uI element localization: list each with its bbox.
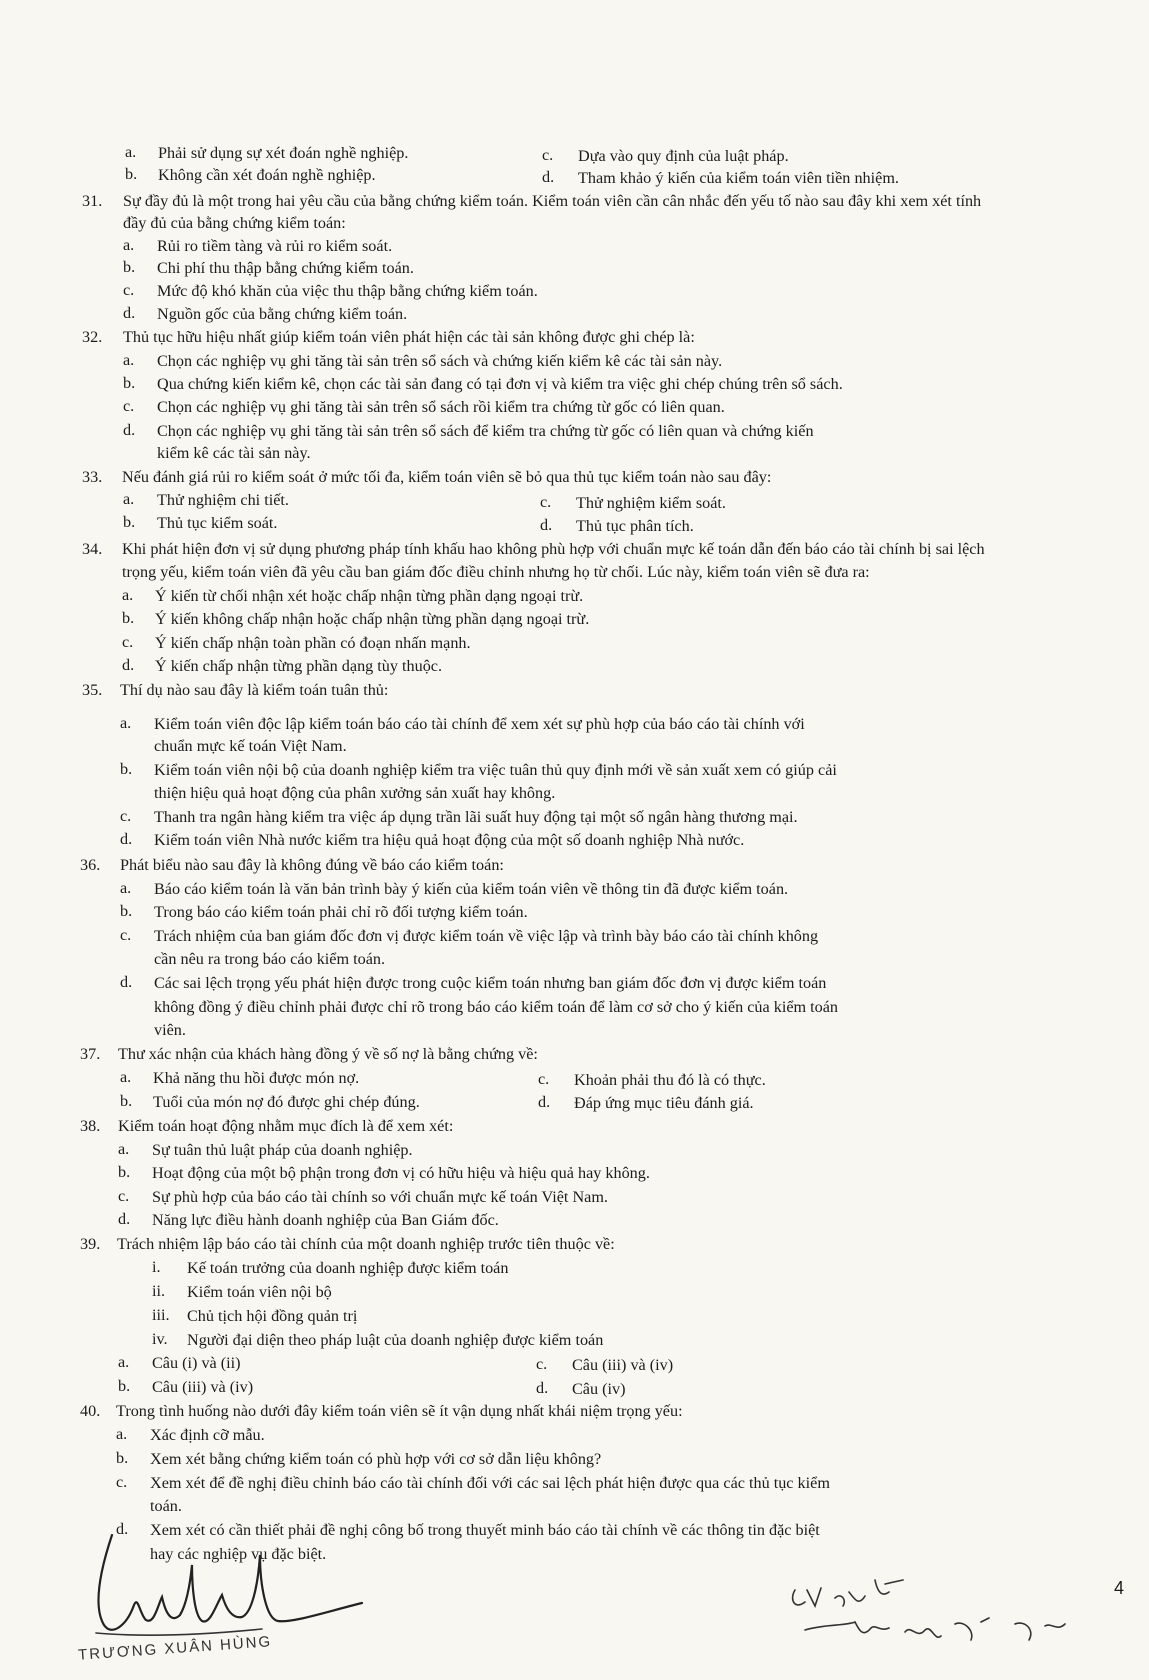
- option-marker: b.: [125, 165, 138, 183]
- option-text: hay các nghiệp vụ đặc biệt.: [150, 1545, 327, 1563]
- option-text: Qua chứng kiến kiểm kê, chọn các tài sản đang có tại đơn vị và kiểm tra việc ghi chép chúng trên sổ sách.: [157, 375, 843, 393]
- question-text: Phát biểu nào sau đây là không đúng về báo cáo kiểm toán:: [120, 856, 504, 874]
- option-marker: b.: [120, 902, 133, 920]
- option-marker: d.: [123, 421, 136, 439]
- question-number: 35.: [82, 681, 103, 699]
- option-marker: c.: [123, 281, 135, 299]
- option-text: Sự tuân thủ luật pháp của doanh nghiệp.: [152, 1141, 413, 1159]
- option-text: Kiểm toán viên nội bộ: [187, 1283, 332, 1301]
- option-text: Báo cáo kiểm toán là văn bản trình bày ý kiến của kiểm toán viên về thông tin đã được kiểm toán.: [154, 880, 789, 898]
- question-number: 38.: [80, 1117, 101, 1135]
- question-number: 40.: [80, 1402, 101, 1420]
- option-marker: a.: [123, 351, 135, 369]
- option-marker: b.: [120, 1092, 133, 1110]
- option-marker: i.: [152, 1258, 161, 1276]
- question-text: Khi phát hiện đơn vị sử dụng phương pháp tính khấu hao không phù hợp với chuẩn mực kế toán dẫn đến báo cáo tài chính bị sai lệch: [122, 540, 985, 558]
- option-marker: a.: [123, 490, 135, 508]
- page-number: 4: [1114, 1578, 1125, 1598]
- option-marker: b.: [123, 374, 136, 392]
- question-text: Sự đầy đủ là một trong hai yêu cầu của bằng chứng kiểm toán. Kiểm toán viên cần cân nhắc đến yếu tố nào sau đây khi xem xét tính: [123, 192, 982, 210]
- option-text: Thanh tra ngân hàng kiểm tra việc áp dụng trần lãi suất huy động tại một số ngân hàng thương mại.: [154, 808, 798, 826]
- option-marker: c.: [120, 926, 132, 944]
- option-text: Câu (iii) và (iv): [152, 1378, 254, 1396]
- option-text: Kiểm toán viên Nhà nước kiểm tra hiệu quả hoạt động của một số doanh nghiệp Nhà nước.: [154, 831, 745, 849]
- option-text: Chọn các nghiệp vụ ghi tăng tài sản trên sổ sách và chứng kiến kiểm kê các tài sản này.: [157, 352, 723, 370]
- option-text: Đáp ứng mục tiêu đánh giá.: [574, 1094, 754, 1112]
- option-marker: a.: [120, 714, 132, 732]
- question-number: 39.: [80, 1235, 101, 1253]
- option-text: Trách nhiệm của ban giám đốc đơn vị được kiểm toán về việc lập và trình bày báo cáo tài chính không: [154, 927, 819, 945]
- option-text: toán.: [150, 1497, 182, 1515]
- option-marker: c.: [122, 633, 134, 651]
- option-marker: c.: [536, 1355, 548, 1373]
- option-marker: iii.: [152, 1306, 170, 1324]
- option-text: Năng lực điều hành doanh nghiệp của Ban Giám đốc.: [152, 1211, 499, 1229]
- option-marker: b.: [122, 609, 135, 627]
- option-marker: a.: [120, 879, 132, 897]
- option-marker: c.: [538, 1070, 550, 1088]
- option-marker: d.: [538, 1093, 551, 1111]
- option-marker: ii.: [152, 1282, 166, 1300]
- option-marker: d.: [120, 830, 133, 848]
- option-text: Phải sử dụng sự xét đoán nghề nghiệp.: [158, 144, 409, 162]
- option-text: Thử nghiệm kiểm soát.: [576, 494, 726, 512]
- question-text: Thí dụ nào sau đây là kiểm toán tuân thủ:: [120, 681, 389, 699]
- question-text: Kiểm toán hoạt động nhằm mục đích là để xem xét:: [118, 1117, 454, 1135]
- option-marker: a.: [118, 1353, 130, 1371]
- question-text: trọng yếu, kiểm toán viên đã yêu cầu ban giám đốc điều chỉnh nhưng họ từ chối. Lúc này, kiểm toán viên sẽ đưa ra:: [122, 563, 870, 581]
- option-text: Kiểm toán viên nội bộ của doanh nghiệp kiểm tra việc tuân thủ quy định mới về sản xuất xem có giúp cải: [154, 761, 837, 779]
- option-text: Khoản phải thu đó là có thực.: [574, 1071, 766, 1089]
- option-text: Khả năng thu hồi được món nợ.: [153, 1069, 360, 1087]
- option-marker: a.: [125, 143, 137, 161]
- question-number: 33.: [82, 468, 103, 486]
- option-text: Xem xét có cần thiết phải đề nghị công bố trong thuyết minh báo cáo tài chính về các thông tin đặc biệt: [150, 1521, 820, 1539]
- option-text: không đồng ý điều chỉnh phải được chỉ rõ trong báo cáo kiểm toán để làm cơ sở cho ý kiến của kiểm toán: [154, 998, 839, 1016]
- option-marker: b.: [116, 1449, 129, 1467]
- option-text: Chi phí thu thập bằng chứng kiểm toán.: [157, 259, 414, 277]
- option-text: Câu (iii) và (iv): [572, 1356, 674, 1374]
- option-marker: a.: [122, 586, 134, 604]
- option-marker: a.: [123, 236, 135, 254]
- option-text: Ý kiến từ chối nhận xét hoặc chấp nhận từng phần dạng ngoại trừ.: [155, 587, 584, 605]
- option-text: cần nêu ra trong báo cáo kiểm toán.: [154, 950, 386, 968]
- option-text: Tham khảo ý kiến của kiểm toán viên tiền nhiệm.: [578, 169, 899, 187]
- option-text: Ý kiến chấp nhận toàn phần có đoạn nhấn mạnh.: [155, 634, 471, 652]
- option-marker: b.: [123, 513, 136, 531]
- option-text: Thử nghiệm chi tiết.: [157, 491, 289, 509]
- option-marker: c.: [116, 1473, 128, 1491]
- option-text: Chủ tịch hội đồng quản trị: [187, 1307, 358, 1325]
- option-marker: c.: [120, 807, 132, 825]
- option-marker: d.: [116, 1520, 129, 1538]
- option-marker: c.: [118, 1187, 130, 1205]
- option-text: Chọn các nghiệp vụ ghi tăng tài sản trên sổ sách rồi kiểm tra chứng từ gốc có liên quan.: [157, 398, 725, 416]
- option-text: Ý kiến chấp nhận từng phần dạng tùy thuộc.: [155, 657, 443, 675]
- option-text: Ý kiến không chấp nhận hoặc chấp nhận từng phần dạng ngoại trừ.: [155, 610, 590, 628]
- option-text: kiểm kê các tài sản này.: [157, 444, 311, 462]
- option-marker: b.: [118, 1377, 131, 1395]
- option-text: Câu (iv): [572, 1380, 626, 1398]
- question-text: Trách nhiệm lập báo cáo tài chính của một doanh nghiệp trước tiên thuộc về:: [117, 1235, 615, 1253]
- option-text: Không cần xét đoán nghề nghiệp.: [158, 166, 376, 184]
- option-marker: c.: [123, 397, 135, 415]
- signature-graphic: [82, 1525, 382, 1650]
- question-text: đầy đủ của bằng chứng kiểm toán:: [123, 214, 346, 232]
- option-marker: iv.: [152, 1330, 168, 1348]
- option-marker: d.: [123, 304, 136, 322]
- question-text: Thủ tục hữu hiệu nhất giúp kiểm toán viên phát hiện các tài sản không được ghi chép là:: [123, 328, 695, 346]
- option-marker: d.: [536, 1379, 549, 1397]
- option-text: Trong báo cáo kiểm toán phải chỉ rõ đối tượng kiểm toán.: [154, 903, 528, 921]
- option-text: Sự phù hợp của báo cáo tài chính so với chuẩn mực kế toán Việt Nam.: [152, 1188, 608, 1206]
- option-marker: d.: [542, 168, 555, 186]
- option-text: Nguồn gốc của bằng chứng kiểm toán.: [157, 305, 408, 323]
- question-text: Trong tình huống nào dưới đây kiểm toán viên sẽ ít vận dụng nhất khái niệm trọng yếu:: [116, 1402, 683, 1420]
- option-text: Xem xét để đề nghị điều chỉnh báo cáo tài chính đối với các sai lệch phát hiện được qua các thủ tục kiểm: [150, 1474, 830, 1492]
- option-marker: b.: [120, 760, 133, 778]
- question-number: 32.: [82, 328, 103, 346]
- question-text: Nếu đánh giá rủi ro kiểm soát ở mức tối đa, kiểm toán viên sẽ bỏ qua thủ tục kiểm toán nào sau đây:: [122, 468, 772, 486]
- option-marker: a.: [118, 1140, 130, 1158]
- option-marker: b.: [118, 1163, 131, 1181]
- option-text: chuẩn mực kế toán Việt Nam.: [154, 737, 347, 755]
- option-text: Thủ tục kiểm soát.: [157, 514, 278, 532]
- question-number: 31.: [82, 192, 103, 210]
- option-text: Chọn các nghiệp vụ ghi tăng tài sản trên sổ sách để kiểm tra chứng từ gốc có liên quan và chứng kiến: [157, 422, 814, 440]
- option-text: Xem xét bằng chứng kiểm toán có phù hợp với cơ sở dẫn liệu không?: [150, 1450, 602, 1468]
- option-marker: c.: [542, 146, 554, 164]
- question-text: Thư xác nhận của khách hàng đồng ý về số nợ là bằng chứng về:: [118, 1045, 538, 1063]
- option-text: Mức độ khó khăn của việc thu thập bằng chứng kiểm toán.: [157, 282, 538, 300]
- signer-name: TRƯƠNG XUÂN HÙNG: [77, 1633, 273, 1664]
- option-text: Kiểm toán viên độc lập kiểm toán báo cáo tài chính để xem xét sự phù hợp của báo cáo tài chính với: [154, 715, 805, 733]
- question-number: 36.: [80, 856, 101, 874]
- option-text: Kế toán trưởng của doanh nghiệp được kiểm toán: [187, 1259, 509, 1277]
- option-marker: a.: [116, 1425, 128, 1443]
- option-text: Các sai lệch trọng yếu phát hiện được trong cuộc kiểm toán nhưng ban giám đốc đơn vị được kiểm toán: [154, 974, 827, 992]
- option-text: viên.: [154, 1021, 186, 1039]
- option-text: thiện hiệu quả hoạt động của phân xưởng sản xuất hay không.: [154, 784, 556, 802]
- option-marker: b.: [123, 258, 136, 276]
- option-marker: d.: [120, 973, 133, 991]
- option-marker: a.: [120, 1068, 132, 1086]
- handwritten-note-graphic: [785, 1570, 1085, 1660]
- option-text: Hoạt động của một bộ phận trong đơn vị có hữu hiệu và hiệu quả hay không.: [152, 1164, 650, 1182]
- option-text: Người đại diện theo pháp luật của doanh nghiệp được kiểm toán: [187, 1331, 604, 1349]
- option-text: Thủ tục phân tích.: [576, 517, 694, 535]
- option-marker: d.: [118, 1210, 131, 1228]
- option-marker: d.: [540, 516, 553, 534]
- option-marker: c.: [540, 493, 552, 511]
- option-marker: d.: [122, 656, 135, 674]
- option-text: Xác định cỡ mẫu.: [150, 1426, 265, 1444]
- question-number: 37.: [80, 1045, 101, 1063]
- option-text: Tuổi của món nợ đó được ghi chép đúng.: [153, 1093, 420, 1111]
- option-text: Rủi ro tiềm tàng và rủi ro kiểm soát.: [157, 237, 393, 255]
- question-number: 34.: [82, 540, 103, 558]
- option-text: Dựa vào quy định của luật pháp.: [578, 147, 789, 165]
- option-text: Câu (i) và (ii): [152, 1354, 241, 1372]
